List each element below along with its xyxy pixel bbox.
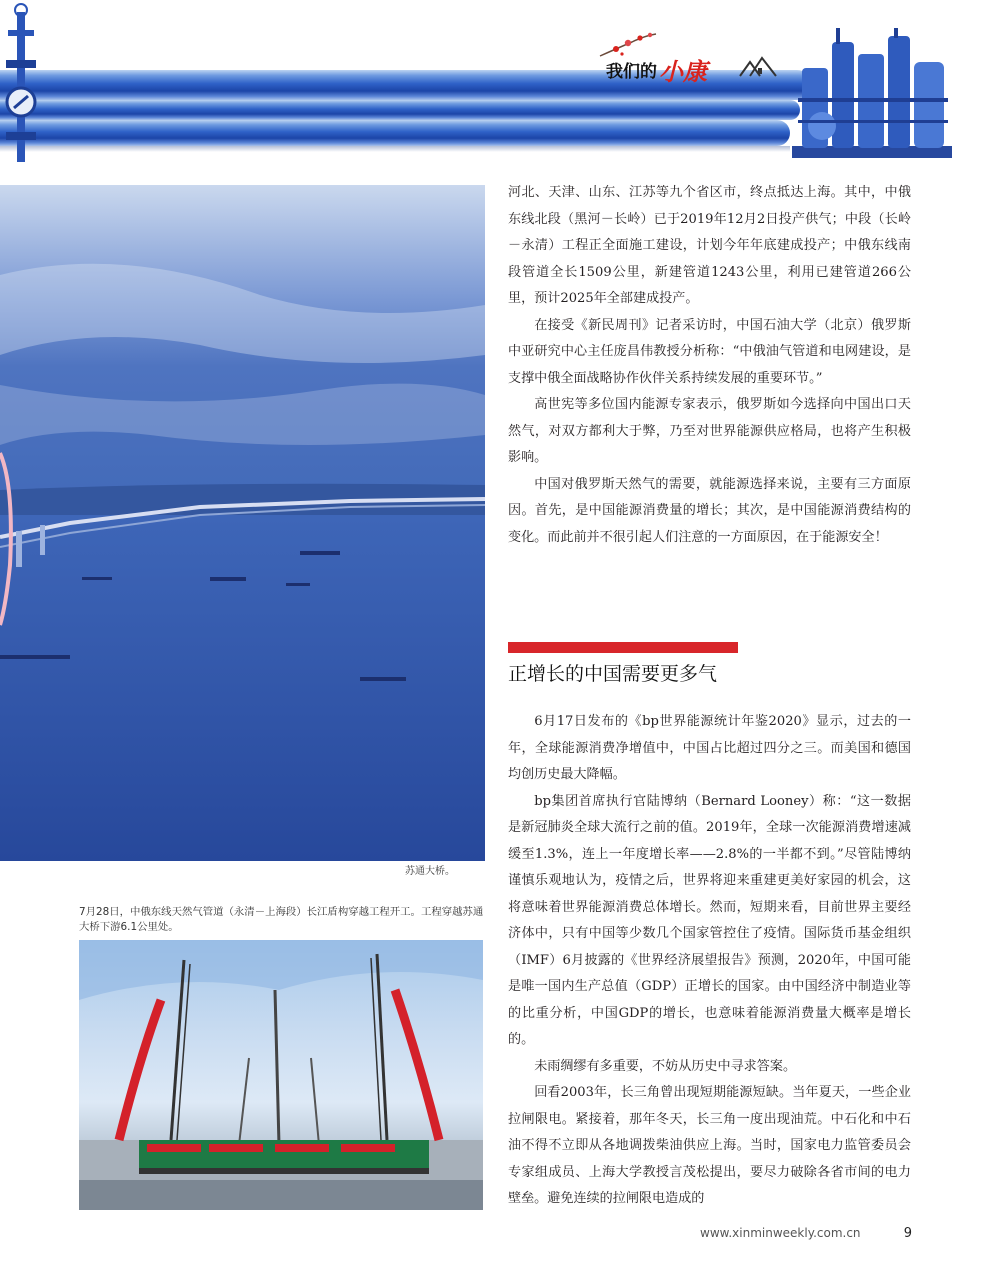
refinery-icon <box>792 28 952 158</box>
brand-highlight: 小康 <box>659 57 707 86</box>
article-paragraph: 未雨绸缪有多重要，不妨从历史中寻求答案。 <box>534 1058 797 1074</box>
page-number: 9 <box>903 1226 912 1241</box>
website-url[interactable]: www.xinminweekly.com.cn <box>700 1226 861 1240</box>
section-accent-bar <box>508 642 738 653</box>
brand-prefix: 我们的 <box>606 62 657 82</box>
page-footer <box>700 1226 912 1241</box>
article-paragraph: 回看2003年，长三角曾出现短期能源短缺。当年夏天，一些企业拉闸限电。紧接着，那年冬天，长三角一度出现油荒。中石化和中石油不得不立即从各地调拨柴油供应上海。当时，国家电力监管委员会专家组成员、上海大学教授言茂松提出，要尽力破除各省市间的电力壁垒。避免连续的拉闸限电造成的 <box>508 1085 911 1206</box>
column-brand <box>606 52 707 87</box>
house-icon <box>738 52 778 78</box>
bridge-caption: 苏通大桥。 <box>405 866 455 877</box>
valve-icon <box>4 2 38 162</box>
construction-caption: 7月28日，中俄东线天然气管道（永清－上海段）长江盾构穿越工程开工。工程穿越苏通大桥下游6.1公里处。 <box>79 906 484 933</box>
header-pipe <box>0 100 800 120</box>
article-paragraph: 河北、天津、山东、江苏等九个省区市，终点抵达上海。其中，中俄东线北段（黑河－长岭）已于2019年12月2日投产供气；中段（长岭－永清）工程正全面施工建设，计划今年年底建成投产；中俄东线南段管道全长1509公里，新建管道1243公里，利用已建管道266公里，预计2025年全部建成投产。 <box>508 185 911 306</box>
article-paragraph: bp集团首席执行官陆博纳（Bernard Looney）称：“这一数据是新冠肺炎全球大流行之前的值。2019年，全球一次能源消费增速减缓至1.3%，连上一年度增长率——2.8%的一半都不到。”尽管陆博纳谨慎乐观地认为，疫情之后，世界将迎来重建更美好家园的机会，这将意味着世界能源消费总体增长。然而，短期来看，目前世界主要经济体中，只有中国等少数几个国家管控住了疫情。国际货币基金组织（IMF）6月披露的《世界经济展望报告》预测，2020年，中国可能是唯一国内生产总值（GDP）正增长的国家。由中国经济中制造业等的比重分析，中国GDP的增长，也意味着能源消费量大概率是增长的。 <box>508 793 911 1047</box>
article-column-1 <box>508 180 911 551</box>
article-paragraph: 高世宪等多位国内能源专家表示，俄罗斯如今选择向中国出口天然气，对双方都利大于弊，乃至对世界能源供应格局，也将产生积极影响。 <box>508 397 911 465</box>
article-paragraph: 6月17日发布的《bp世界能源统计年鉴2020》显示，过去的一年，全球能源消费净增值中，中国占比超过四分之三。而美国和德国均创历史最大降幅。 <box>508 714 911 782</box>
article-paragraph: 在接受《新民周刊》记者采访时，中国石油大学（北京）俄罗斯中亚研究中心主任庞昌伟教授分析称：“中俄油气管道和电网建设，是支撑中俄全面战略协作伙伴关系持续发展的重要环节。” <box>508 317 911 386</box>
pipe-shadow <box>0 146 790 152</box>
section-title: 正增长的中国需要更多气 <box>508 663 718 685</box>
article-column-2 <box>508 709 911 1213</box>
header-banner <box>0 0 988 160</box>
bridge-photo <box>0 185 485 861</box>
header-pipe <box>0 120 790 146</box>
article-paragraph: 中国对俄罗斯天然气的需要，就能源选择来说，主要有三方面原因。首先，是中国能源消费量的增长；其次，是中国能源消费结构的变化。而此前并不很引起人们注意的一方面原因，在于能源安全！ <box>508 476 911 545</box>
construction-photo <box>79 940 483 1210</box>
